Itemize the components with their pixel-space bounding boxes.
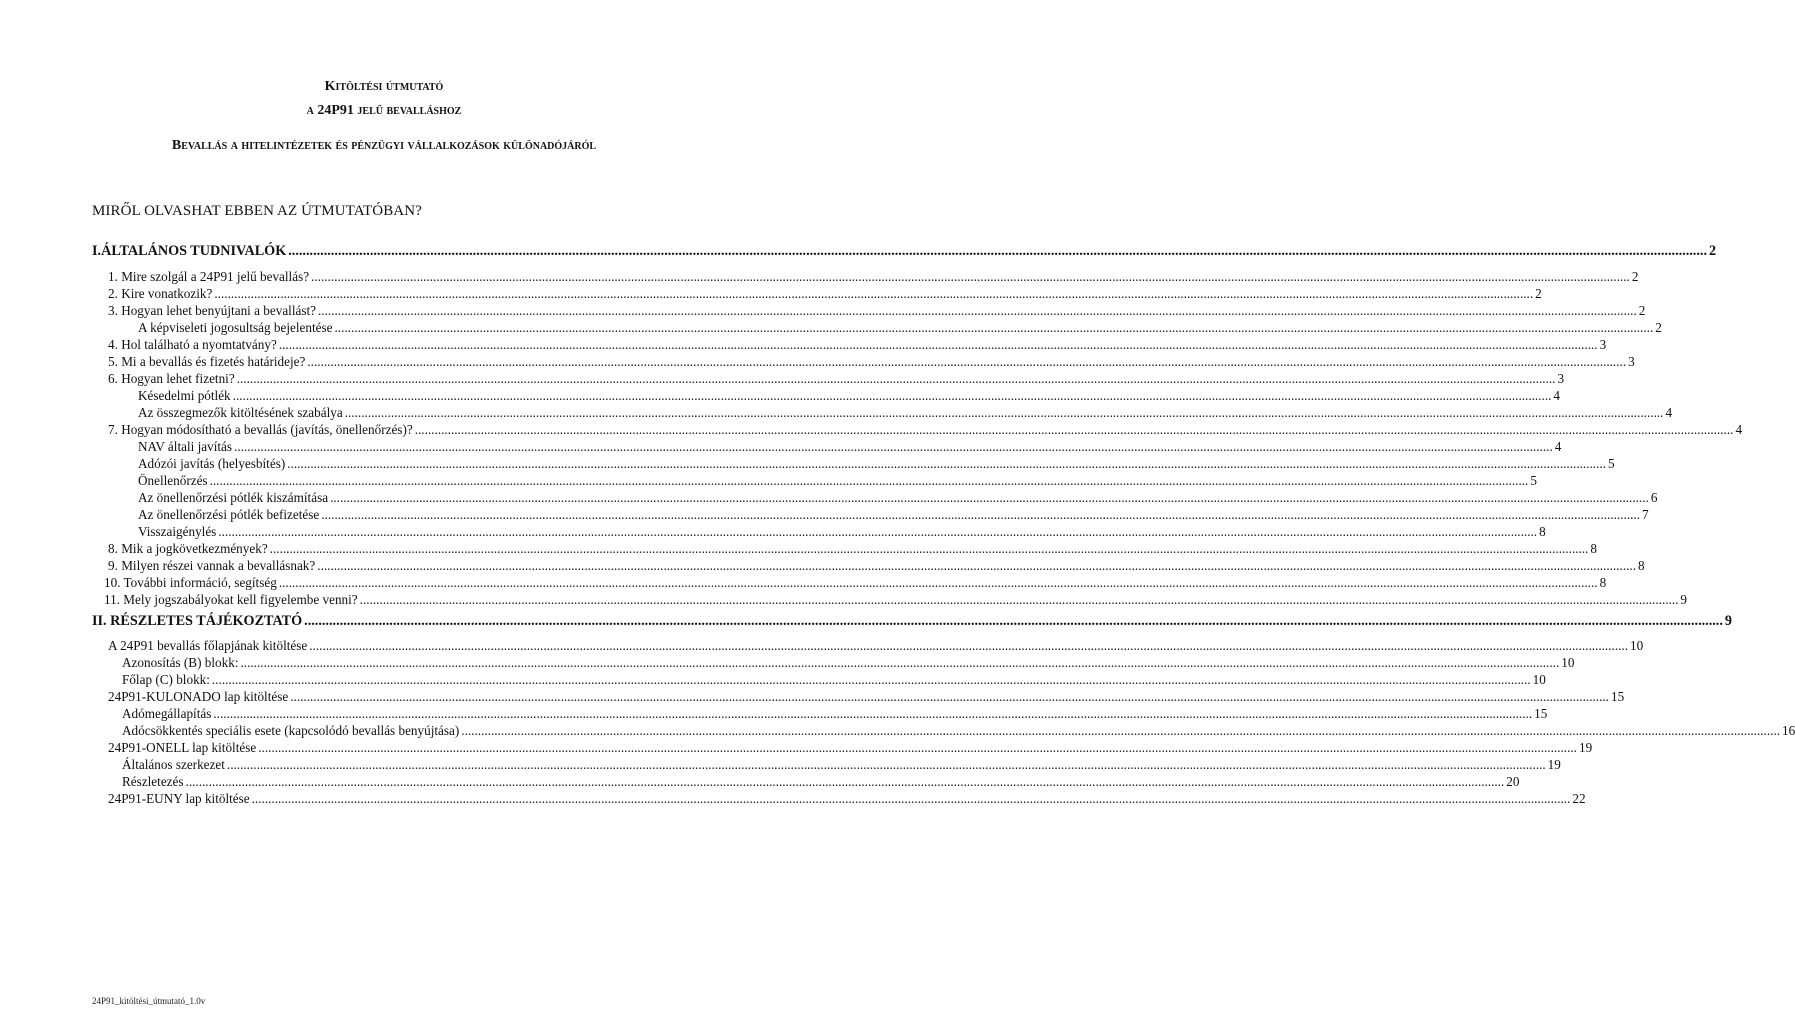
- toc-subentry[interactable]: [138, 472, 1537, 489]
- toc-subentry[interactable]: [138, 506, 1649, 523]
- toc-entry-title: Azonosítás (B) blokk:: [122, 655, 239, 670]
- toc-entry-title: Az összegmezők kitöltésének szabálya: [138, 405, 343, 420]
- toc-leader-dots: ................................................................................................................................................................................................................................................................................................................................................................................................................: [232, 388, 1552, 403]
- toc-page-number: 10: [1561, 655, 1575, 670]
- toc-leader-dots: ................................................................................................................................................................................................................................................................................................................................................................................................................: [304, 613, 1723, 629]
- toc-subentry[interactable]: [138, 438, 1562, 455]
- toc-leader-dots: ................................................................................................................................................................................................................................................................................................................................................................................................................: [334, 320, 1654, 335]
- toc-leader-dots: ................................................................................................................................................................................................................................................................................................................................................................................................................: [287, 456, 1606, 471]
- toc-leader-dots: ................................................................................................................................................................................................................................................................................................................................................................................................................: [226, 757, 1546, 772]
- toc-leader-dots: ................................................................................................................................................................................................................................................................................................................................................................................................................: [321, 507, 1640, 522]
- toc-leader-dots: ................................................................................................................................................................................................................................................................................................................................................................................................................: [318, 303, 1637, 318]
- toc-entry-title: Általános szerkezet: [122, 757, 225, 772]
- toc-page-number: 4: [1553, 388, 1560, 403]
- title-line-3: Bevallás a hitelintézetek és pénzügyi vállalkozások különadójáról: [171, 138, 597, 153]
- toc-entry-title: 4. Hol található a nyomtatvány?: [108, 337, 277, 352]
- toc-entry[interactable]: [108, 285, 1542, 302]
- toc-entry-section-1[interactable]: [92, 241, 1717, 261]
- toc-entry[interactable]: [108, 790, 1586, 807]
- toc-leader-dots: ................................................................................................................................................................................................................................................................................................................................................................................................................: [461, 723, 1781, 738]
- toc-entry[interactable]: [108, 336, 1607, 353]
- toc-heading: MIRŐL OLVASHAT EBBEN AZ ÚTMUTATÓBAN?: [92, 203, 422, 219]
- toc-page-number: 15: [1534, 706, 1548, 721]
- toc-entry-title: Visszaigénylés: [138, 524, 217, 539]
- toc-entry-title: A 24P91 bevallás főlapjának kitöltése: [108, 638, 308, 653]
- toc-subentry[interactable]: [138, 387, 1560, 404]
- toc-leader-dots: ................................................................................................................................................................................................................................................................................................................................................................................................................: [330, 490, 1649, 505]
- toc-entry-title: ÁLTALÁNOS TUDNIVALÓK: [101, 243, 287, 259]
- toc-entry-title: II. RÉSZLETES TÁJÉKOZTATÓ: [92, 613, 303, 629]
- toc-leader-dots: ................................................................................................................................................................................................................................................................................................................................................................................................................: [185, 774, 1505, 789]
- toc-entry-title: 1. Mire szolgál a 24P91 jelű bevallás?: [108, 269, 310, 284]
- toc-leader-dots: ................................................................................................................................................................................................................................................................................................................................................................................................................: [214, 286, 1534, 301]
- toc-entry-title: 24P91-KULONADO lap kitöltése: [108, 689, 289, 704]
- toc-entry[interactable]: [108, 302, 1646, 319]
- toc-leader-dots: ................................................................................................................................................................................................................................................................................................................................................................................................................: [211, 672, 1531, 687]
- toc-entry-title: 24P91-EUNY lap kitöltése: [108, 791, 250, 806]
- toc-entry[interactable]: [108, 421, 1743, 438]
- toc-entry-title: 8. Mik a jogkövetkezmények?: [108, 541, 268, 556]
- toc-entry[interactable]: [108, 739, 1593, 756]
- toc-subentry[interactable]: [138, 455, 1615, 472]
- toc-entry-title: 7. Hogyan módosítható a bevallás (javítás, önellenőrzés)?: [108, 422, 413, 437]
- toc-entry-title: A képviseleti jogosultság bejelentése: [138, 320, 333, 335]
- toc-page-number: 8: [1599, 575, 1607, 590]
- toc-entry-section-2[interactable]: [92, 611, 1732, 631]
- toc-page-number: 22: [1572, 791, 1586, 806]
- toc-leader-dots: ................................................................................................................................................................................................................................................................................................................................................................................................................: [278, 575, 1598, 590]
- toc-leader-dots: ................................................................................................................................................................................................................................................................................................................................................................................................................: [317, 558, 1637, 573]
- toc-entry-title: Késedelmi pótlék: [138, 388, 231, 403]
- toc-subentry[interactable]: [122, 773, 1520, 790]
- toc-page-number: 9: [1680, 592, 1688, 607]
- toc-entry-title: Adócsökkentés speciális esete (kapcsolódó bevallás benyújtása): [122, 723, 460, 738]
- toc-page-number: 5: [1607, 456, 1615, 471]
- toc-leader-dots: ................................................................................................................................................................................................................................................................................................................................................................................................................: [344, 405, 1664, 420]
- toc-subentry[interactable]: [138, 319, 1662, 336]
- toc-page-number: 5: [1530, 473, 1537, 488]
- toc-subentry[interactable]: [138, 404, 1673, 421]
- toc-page-number: 19: [1547, 757, 1561, 772]
- toc-leader-dots: ................................................................................................................................................................................................................................................................................................................................................................................................................: [258, 740, 1577, 755]
- toc-entry-title: Adózói javítás (helyesbítés): [138, 456, 286, 471]
- toc-leader-dots: ................................................................................................................................................................................................................................................................................................................................................................................................................: [359, 592, 1679, 607]
- toc-page-number: 16: [1782, 723, 1795, 738]
- toc-leader-dots: ................................................................................................................................................................................................................................................................................................................................................................................................................: [236, 371, 1556, 386]
- toc-entry-title: 24P91-ONELL lap kitöltése: [108, 740, 257, 755]
- toc-entry-title: Az önellenőrzési pótlék kiszámítása: [138, 490, 329, 505]
- toc-page-number: 6: [1650, 490, 1658, 505]
- toc-page-number: 9: [1724, 613, 1732, 629]
- toc-entry-title: Önellenőrzés: [138, 473, 208, 488]
- toc-page-number: 2: [1631, 269, 1639, 284]
- toc-page-number: 3: [1628, 354, 1635, 369]
- toc-page-number: 8: [1539, 524, 1546, 539]
- toc-entry[interactable]: [108, 353, 1635, 370]
- toc-entry-title: 5. Mi a bevallás és fizetés határideje?: [108, 354, 306, 369]
- toc-entry-title: 11. Mely jogszabályokat kell figyelembe venni?: [104, 592, 358, 607]
- toc-entry-title: NAV általi javítás: [138, 439, 233, 454]
- toc-subentry[interactable]: [122, 722, 1795, 739]
- title-line-2: a 24P91 jelű bevalláshoz: [306, 103, 462, 118]
- toc-entry[interactable]: [108, 540, 1598, 557]
- toc-entry-title: Főlap (C) blokk:: [122, 672, 210, 687]
- toc-leader-dots: ................................................................................................................................................................................................................................................................................................................................................................................................................: [414, 422, 1734, 437]
- toc-entry-title: 3. Hogyan lehet benyújtani a bevallást?: [108, 303, 316, 318]
- toc-entry[interactable]: [108, 688, 1625, 705]
- toc-page-number: 10: [1630, 638, 1644, 653]
- toc-page-number: 2: [1655, 320, 1662, 335]
- toc-leader-dots: ................................................................................................................................................................................................................................................................................................................................................................................................................: [234, 439, 1553, 454]
- toc-entry[interactable]: [108, 637, 1644, 654]
- toc-page-number: 2: [1708, 243, 1717, 259]
- footer-filename: 24P91_kitöltési_útmutató_1.0v: [92, 996, 206, 1006]
- toc-page-number: 8: [1590, 541, 1598, 556]
- toc-leader-dots: ................................................................................................................................................................................................................................................................................................................................................................................................................: [278, 337, 1598, 352]
- toc-page-number: 4: [1735, 422, 1743, 437]
- toc-entry[interactable]: [108, 268, 1639, 285]
- toc-entry-title: 2. Kire vonatkozik?: [108, 286, 213, 301]
- toc-page-number: 2: [1535, 286, 1542, 301]
- toc-page-number: 3: [1557, 371, 1565, 386]
- toc-page-number: 2: [1638, 303, 1646, 318]
- toc-entry-title: Részletezés: [122, 774, 184, 789]
- toc-page-number: 15: [1610, 689, 1625, 704]
- toc-leader-dots: ................................................................................................................................................................................................................................................................................................................................................................................................................: [309, 638, 1628, 653]
- toc-leader-dots: ................................................................................................................................................................................................................................................................................................................................................................................................................: [307, 354, 1627, 369]
- toc-leader-dots: ................................................................................................................................................................................................................................................................................................................................................................................................................: [240, 655, 1560, 670]
- toc-leader-dots: ................................................................................................................................................................................................................................................................................................................................................................................................................: [290, 689, 1609, 704]
- toc-entry[interactable]: [104, 574, 1607, 591]
- toc-leader-dots: ................................................................................................................................................................................................................................................................................................................................................................................................................: [213, 706, 1533, 721]
- toc-page-number: 19: [1578, 740, 1593, 755]
- toc-section-number: I.: [92, 243, 102, 259]
- toc-subentry[interactable]: [122, 671, 1546, 688]
- toc-subentry[interactable]: [122, 756, 1561, 773]
- toc-entry[interactable]: [104, 591, 1688, 608]
- toc-entry-title: Az önellenőrzési pótlék befizetése: [138, 507, 320, 522]
- toc-entry-title: 6. Hogyan lehet fizetni?: [108, 371, 235, 386]
- toc-subentry[interactable]: [138, 523, 1546, 540]
- toc-subentry[interactable]: [138, 489, 1658, 506]
- toc-entry-title: Adómegállapítás: [122, 706, 212, 721]
- toc-entry[interactable]: [108, 370, 1565, 387]
- toc-subentry[interactable]: [122, 705, 1548, 722]
- toc-page-number: 8: [1638, 558, 1645, 573]
- toc-entry-title: 9. Milyen részei vannak a bevallásnak?: [108, 558, 316, 573]
- toc-leader-dots: ................................................................................................................................................................................................................................................................................................................................................................................................................: [251, 791, 1571, 806]
- toc-page-number: 20: [1506, 774, 1520, 789]
- toc-entry-title: 10. További információ, segítség: [104, 575, 277, 590]
- toc-leader-dots: ................................................................................................................................................................................................................................................................................................................................................................................................................: [218, 524, 1538, 539]
- toc-leader-dots: ................................................................................................................................................................................................................................................................................................................................................................................................................: [269, 541, 1589, 556]
- toc-leader-dots: ................................................................................................................................................................................................................................................................................................................................................................................................................: [209, 473, 1529, 488]
- toc-leader-dots: ................................................................................................................................................................................................................................................................................................................................................................................................................: [288, 243, 1707, 259]
- toc-leader-dots: ................................................................................................................................................................................................................................................................................................................................................................................................................: [311, 269, 1630, 284]
- toc-page-number: 3: [1599, 337, 1607, 352]
- toc-page-number: 4: [1665, 405, 1673, 420]
- title-line-1: Kitöltési útmutató: [324, 79, 444, 94]
- toc-subentry[interactable]: [122, 654, 1575, 671]
- toc-page-number: 7: [1642, 507, 1649, 522]
- toc-page-number: 10: [1532, 672, 1546, 687]
- toc-page-number: 4: [1554, 439, 1562, 454]
- toc-entry[interactable]: [108, 557, 1645, 574]
